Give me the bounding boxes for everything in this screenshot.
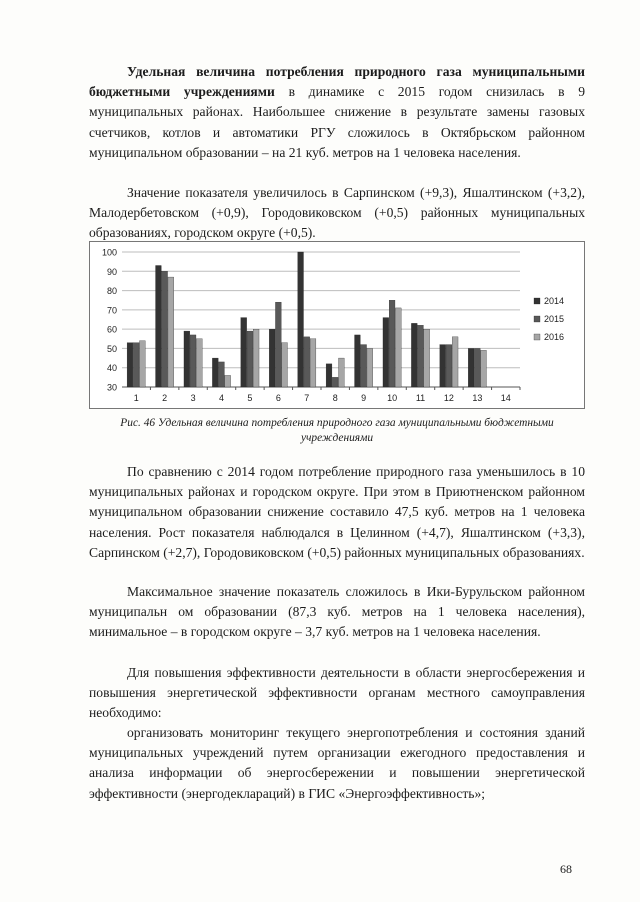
y-tick-label: 80 [106,286,117,297]
bar-2015-11 [418,325,424,387]
y-tick-label: 40 [106,363,117,374]
paragraph-1-text: в динамике с 2015 годом снизилась в 9 муниципальных районах. Наибольшее снижение в результате замены газовых счетчиков, котлов и автоматики РГУ сложилось в Октябрьском районном муниципальном образовании – на 21 куб. метров на 1 человека населения. [89,84,585,160]
bar-2014-11 [411,323,417,387]
x-tick-label: 8 [332,393,338,403]
bar-2015-12 [446,345,452,387]
bar-2015-13 [474,348,480,387]
bar-2014-5 [241,318,247,387]
bar-2014-13 [468,348,474,387]
y-tick-label: 50 [106,343,117,354]
x-tick-label: 9 [361,393,367,403]
bar-2015-10 [389,300,395,387]
paragraph-1 [89,62,585,163]
x-tick-label: 6 [275,393,281,403]
y-tick-label: 30 [106,382,117,393]
bar-chart-svg [90,242,584,408]
x-tick-label: 3 [190,393,196,403]
x-tick-label: 11 [415,393,426,403]
x-tick-label: 2 [162,393,168,403]
x-tick-label: 5 [247,393,253,403]
page-number: 68 [560,862,572,876]
bar-2014-4 [212,358,218,387]
paragraph-4: Максимальное значение показатель сложилось в Ики-Бурульском районном муниципальн ом образовании (87,3 куб. метров на 1 человека населения), минимальное – в городском округе – 3,7 куб. метров на 1 человека населения. [89,584,585,640]
bar-chart [89,241,585,409]
bar-2015-6 [275,302,281,387]
bar-2016-10 [395,308,401,387]
bar-2015-1 [133,343,139,387]
bar-2015-2 [162,271,168,387]
paragraph-5: Для повышения эффективности деятельности в области энергосбережения и повышения энергетической эффективности органам местного самоуправления необходимо: [89,665,585,721]
x-tick-label: 7 [304,393,310,403]
y-tick-label: 70 [106,305,117,316]
bar-2014-10 [383,318,389,387]
bar-2014-6 [269,329,275,387]
bar-2015-3 [190,335,196,387]
bar-2014-1 [127,343,133,387]
x-tick-label: 14 [500,393,511,403]
bar-2016-2 [168,277,174,387]
paragraph-1-bold: Удельная величина потребления природного газа муниципальными бюджетными учреждениями [89,64,585,100]
bar-2015-5 [247,331,253,387]
legend-label-2016: 2016 [544,332,565,342]
bar-2015-9 [361,345,367,387]
x-tick-label: 10 [387,393,398,403]
bar-2015-7 [304,337,310,387]
legend-swatch-2014 [534,298,540,304]
bar-2014-12 [440,345,446,387]
bar-2016-4 [225,375,231,387]
bar-2014-3 [184,331,190,387]
legend-label-2014: 2014 [544,296,565,306]
y-tick-label: 90 [106,266,117,277]
x-tick-label: 1 [133,393,139,403]
legend-swatch-2016 [534,334,540,340]
bar-2016-13 [481,350,487,387]
bar-2016-9 [367,348,373,387]
bar-2015-4 [219,362,225,387]
y-tick-label: 100 [101,247,117,258]
bar-2014-7 [298,252,304,387]
x-tick-label: 4 [218,393,225,403]
bar-2016-7 [310,339,316,387]
x-tick-label: 13 [472,393,483,403]
paragraph-6: организовать мониторинг текущего энергопотребления и состояния зданий муниципальных учреждений путем организации ежегодного предоставления и анализа информации об энергосбережении и повышении энергетической эффективности (энергодеклараций) в ГИС «Энергоэффективность»; [89,725,585,801]
bar-2016-8 [339,358,345,387]
paragraph-3: По сравнению с 2014 годом потребление природного газа уменьшилось в 10 муниципальных районах и городском округе. При этом в Приютненском районном муниципальном образовании снижение составило 47,5 куб. метров на 1 человека населения. Рост показателя наблюдался в Целинном (+4,7), Яшалтинском (+3,3), Сарпинском (+2,7), Городовиковском (+0,5) районных муниципальных образованиях. [89,464,585,560]
legend-swatch-2015 [534,316,540,322]
bar-2016-11 [424,329,430,387]
bar-2014-2 [156,266,162,388]
bar-2016-5 [253,329,259,387]
bar-2015-8 [332,377,338,387]
x-tick-label: 12 [443,393,454,403]
bar-2014-8 [326,364,332,387]
figure-caption: Рис. 46 Удельная величина потребления природного газа муниципальными бюджетными учреждениями [120,417,554,444]
legend-label-2015: 2015 [544,314,565,324]
y-tick-label: 60 [106,324,117,335]
bar-2016-1 [140,341,146,387]
bar-2016-6 [282,343,288,387]
bar-2016-12 [452,337,458,387]
paragraph-2: Значение показателя увеличилось в Сарпинском (+9,3), Яшалтинском (+3,2), Малодербетовском (+0,9), Городовиковском (+0,5) районных муниципальных образованиях, городском округе (+0,5). [89,185,585,241]
bar-2016-3 [196,339,202,387]
bar-2014-9 [355,335,361,387]
